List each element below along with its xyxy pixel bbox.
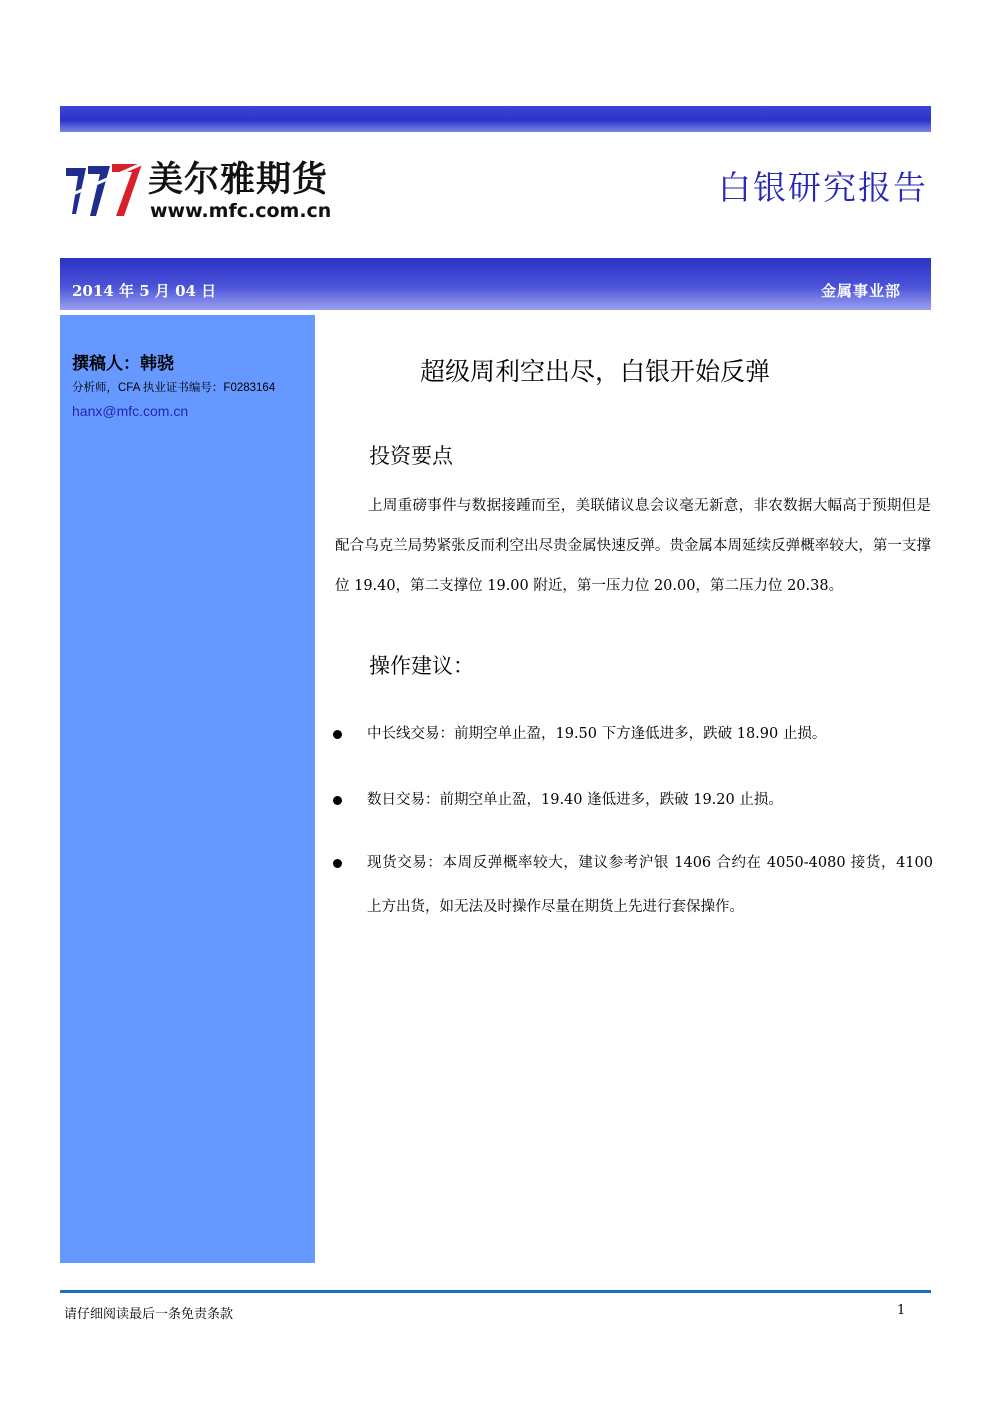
footer-disclaimer: 请仔细阅读最后一条免责条款 <box>64 1307 234 1322</box>
company-logo <box>64 158 354 224</box>
header-top-bar <box>60 106 931 132</box>
date-bar <box>60 258 931 310</box>
key-points-paragraph: 上周重磅事件与数据接踵而至，美联储议息会议毫无新意，非农数据大幅高于预期但是配合乌克兰局势紧张反而利空出尽贵金属快速反弹。贵金属本周延续反弹概率较大，第一支撑位 19.40，第二支撑位 19.00 附近，第一压力位 20.00，第二压力位 20.38。 <box>335 498 931 594</box>
company-url: www.mfc.com.cn <box>150 200 332 222</box>
bullet-icon <box>333 859 342 868</box>
report-type-title: 白银研究报告 <box>718 168 928 207</box>
author-sidebar <box>60 315 315 1263</box>
author-email[interactable]: hanx@mfc.com.cn <box>72 403 189 419</box>
author-name: 撰稿人：韩骁 <box>72 354 174 374</box>
advice-long-term: 中长线交易：前期空单止盈，19.50 下方逢低进多，跌破 18.90 止损。 <box>367 726 827 742</box>
footer-divider <box>60 1290 931 1293</box>
report-date: 2014 年 5 月 04 日 <box>72 282 217 300</box>
bullet-icon <box>333 796 342 805</box>
department-label: 金属事业部 <box>820 282 901 300</box>
company-name: 美尔雅期货 <box>148 160 329 200</box>
page-title: 超级周利空出尽，白银开始反弹 <box>420 357 771 386</box>
bullet-icon <box>333 730 342 739</box>
section-heading-advice: 操作建议： <box>369 654 474 678</box>
advice-spot: 现货交易：本周反弹概率较大，建议参考沪银 1406 合约在 4050-4080 接货，4100 上方出货，如无法及时操作尽量在期货上先进行套保操作。 <box>367 855 933 915</box>
advice-short-term: 数日交易：前期空单止盈，19.40 逢低进多，跌破 19.20 止损。 <box>367 792 783 808</box>
mfc-logo-icon <box>64 158 148 220</box>
analyst-certificate: 分析师，CFA 执业证书编号：F0283164 <box>72 382 276 394</box>
page-number: 1 <box>897 1303 906 1318</box>
section-heading-key-points: 投资要点 <box>369 444 453 468</box>
